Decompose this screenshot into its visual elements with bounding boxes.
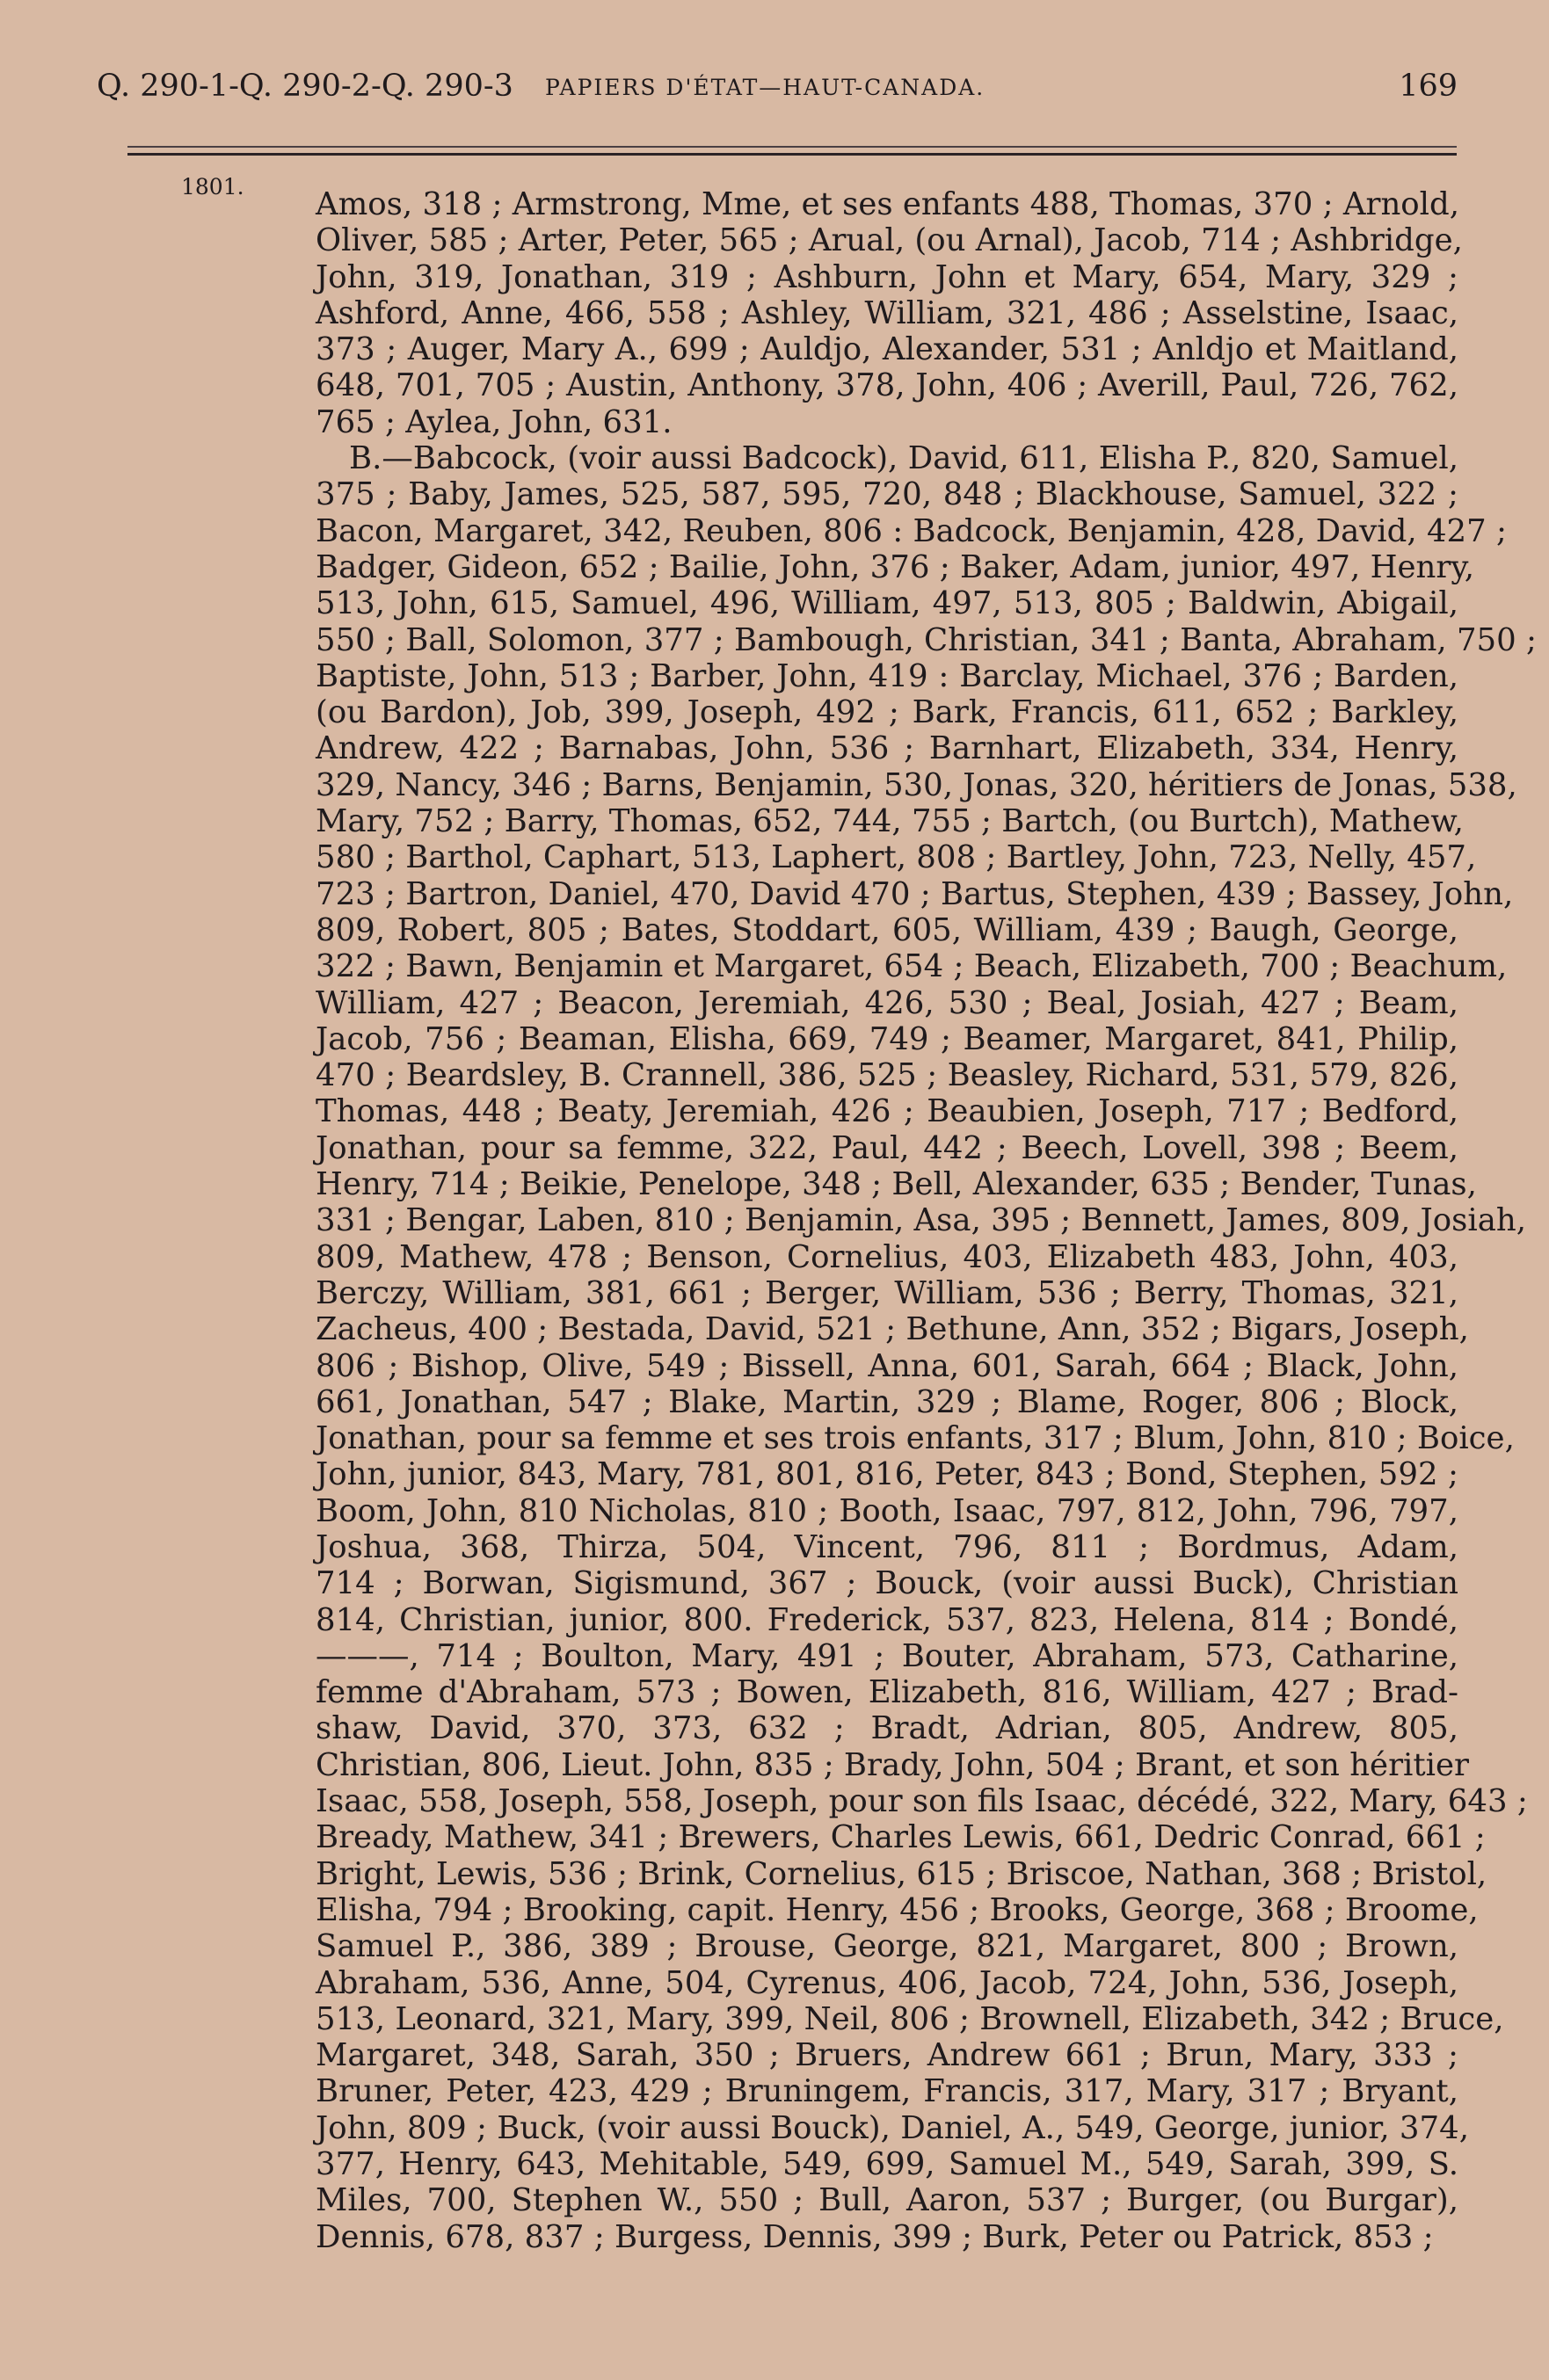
header-rule-thick	[127, 153, 1457, 156]
index-line: Miles, 700, Stephen W., 550 ; Bull, Aaron, 537 ; Burger, (ou Burgar),	[316, 2182, 1458, 2219]
document-reference: Q. 290-1-Q. 290-2-Q. 290-3	[97, 69, 513, 104]
index-line: Berczy, William, 381, 661 ; Berger, William, 536 ; Berry, Thomas, 321,	[316, 1274, 1458, 1311]
year-marginal-note: 1801.	[181, 174, 244, 200]
index-line: 723 ; Bartron, Daniel, 470, David 470 ; Bartus, Stephen, 439 ; Bassey, John,	[316, 875, 1514, 912]
index-line: Samuel P., 386, 389 ; Brouse, George, 821, Margaret, 800 ; Brown,	[316, 1928, 1458, 1965]
index-line: Mary, 752 ; Barry, Thomas, 652, 744, 755 ; Bartch, (ou Burtch), Mathew,	[316, 803, 1464, 840]
index-line: Amos, 318 ; Armstrong, Mme, et ses enfants 488, Thomas, 370 ; Arnold,	[316, 186, 1460, 222]
page-number: 169	[1399, 69, 1458, 104]
index-line: Jacob, 756 ; Beaman, Elisha, 669, 749 ; Beamer, Margaret, 841, Philip,	[316, 1020, 1458, 1057]
header-rule-thin	[127, 146, 1457, 148]
index-line: femme d'Abraham, 573 ; Bowen, Elizabeth, 816, William, 427 ; Brad-	[316, 1674, 1458, 1711]
index-line: 331 ; Bengar, Laben, 810 ; Benjamin, Asa, 395 ; Bennett, James, 809, Josiah,	[316, 1202, 1527, 1239]
index-line: 322 ; Bawn, Benjamin et Margaret, 654 ; Beach, Elizabeth, 700 ; Beachum,	[316, 948, 1508, 985]
index-line: 513, Leonard, 321, Mary, 399, Neil, 806 ; Brownell, Elizabeth, 342 ; Bruce,	[316, 2000, 1504, 2037]
index-line: Elisha, 794 ; Brooking, capit. Henry, 456 ; Brooks, George, 368 ; Broome,	[316, 1891, 1479, 1928]
index-line: Boom, John, 810 Nicholas, 810 ; Booth, Isaac, 797, 812, John, 796, 797,	[316, 1492, 1458, 1529]
index-line: Isaac, 558, Joseph, 558, Joseph, pour son fils Isaac, décédé, 322, Mary, 643 ;	[316, 1783, 1528, 1820]
index-line: Bruner, Peter, 423, 429 ; Bruningem, Francis, 317, Mary, 317 ; Bryant,	[316, 2073, 1458, 2110]
index-line: 661, Jonathan, 547 ; Blake, Martin, 329 ; Blame, Roger, 806 ; Block,	[316, 1383, 1458, 1420]
index-line: Andrew, 422 ; Barnabas, John, 536 ; Barnhart, Elizabeth, 334, Henry,	[316, 730, 1458, 767]
index-line: Zacheus, 400 ; Bestada, David, 521 ; Bethune, Ann, 352 ; Bigars, Joseph,	[316, 1311, 1469, 1348]
index-line: Abraham, 536, Anne, 504, Cyrenus, 406, Jacob, 724, John, 536, Joseph,	[316, 1964, 1458, 2001]
index-line: Dennis, 678, 837 ; Burgess, Dennis, 399 ; Burk, Peter ou Patrick, 853 ;	[316, 2218, 1434, 2255]
running-title: PAPIERS D'ÉTAT—HAUT-CANADA.	[545, 75, 985, 100]
index-body-text	[316, 186, 1537, 2255]
index-line: ———, 714 ; Boulton, Mary, 491 ; Bouter, Abraham, 573, Catharine,	[316, 1637, 1458, 1674]
index-line: shaw, David, 370, 373, 632 ; Bradt, Adrian, 805, Andrew, 805,	[316, 1710, 1458, 1747]
index-line: (ou Bardon), Job, 399, Joseph, 492 ; Bark, Francis, 611, 652 ; Barkley,	[316, 694, 1458, 731]
index-line: Bready, Mathew, 341 ; Brewers, Charles Lewis, 661, Dedric Conrad, 661 ;	[316, 1819, 1486, 1856]
index-line: John, 319, Jonathan, 319 ; Ashburn, John et Mary, 654, Mary, 329 ;	[316, 258, 1458, 295]
index-line: Baptiste, John, 513 ; Barber, John, 419 : Barclay, Michael, 376 ; Barden,	[316, 657, 1458, 694]
index-line: 375 ; Baby, James, 525, 587, 595, 720, 848 ; Blackhouse, Samuel, 322 ;	[316, 476, 1458, 513]
index-line: Thomas, 448 ; Beaty, Jeremiah, 426 ; Beaubien, Joseph, 717 ; Bedford,	[316, 1093, 1458, 1130]
index-line: 550 ; Ball, Solomon, 377 ; Bambough, Christian, 341 ; Banta, Abraham, 750 ;	[316, 621, 1537, 658]
index-line: John, 809 ; Buck, (voir aussi Bouck), Daniel, A., 549, George, junior, 374,	[316, 2109, 1469, 2146]
index-line: Margaret, 348, Sarah, 350 ; Bruers, Andrew 661 ; Brun, Mary, 333 ;	[316, 2037, 1458, 2074]
index-line: Jonathan, pour sa femme, 322, Paul, 442 ; Beech, Lovell, 398 ; Beem,	[316, 1129, 1458, 1166]
index-line: John, junior, 843, Mary, 781, 801, 816, Peter, 843 ; Bond, Stephen, 592 ;	[316, 1456, 1458, 1493]
index-line: Bacon, Margaret, 342, Reuben, 806 : Badcock, Benjamin, 428, David, 427 ;	[316, 512, 1507, 549]
index-line: William, 427 ; Beacon, Jeremiah, 426, 530 ; Beal, Josiah, 427 ; Beam,	[316, 984, 1458, 1021]
index-line: 714 ; Borwan, Sigismund, 367 ; Bouck, (voir aussi Buck), Christian	[316, 1565, 1458, 1602]
index-line: Badger, Gideon, 652 ; Bailie, John, 376 ; Baker, Adam, junior, 497, Henry,	[316, 548, 1474, 585]
index-line: B.—Babcock, (voir aussi Badcock), David, 611, Elisha P., 820, Samuel,	[349, 440, 1458, 477]
index-line: 377, Henry, 643, Mehitable, 549, 699, Samuel M., 549, Sarah, 399, S.	[316, 2146, 1458, 2183]
index-line: Joshua, 368, Thirza, 504, Vincent, 796, 811 ; Bordmus, Adam,	[316, 1528, 1458, 1565]
index-line: 329, Nancy, 346 ; Barns, Benjamin, 530, Jonas, 320, héritiers de Jonas, 538,	[316, 766, 1517, 803]
index-line: Jonathan, pour sa femme et ses trois enfants, 317 ; Blum, John, 810 ; Boice,	[316, 1420, 1515, 1457]
index-line: 580 ; Barthol, Caphart, 513, Laphert, 808 ; Bartley, John, 723, Nelly, 457,	[316, 839, 1477, 876]
index-line: 470 ; Beardsley, B. Crannell, 386, 525 ; Beasley, Richard, 531, 579, 826,	[316, 1057, 1458, 1094]
index-line: Bright, Lewis, 536 ; Brink, Cornelius, 615 ; Briscoe, Nathan, 368 ; Bristol,	[316, 1855, 1487, 1892]
index-line: Christian, 806, Lieut. John, 835 ; Brady, John, 504 ; Brant, et son héritier	[316, 1746, 1469, 1783]
index-line: 765 ; Aylea, John, 631.	[316, 403, 673, 440]
running-header	[97, 69, 1458, 112]
index-line: 373 ; Auger, Mary A., 699 ; Auldjo, Alexander, 531 ; Anldjo et Maitland,	[316, 331, 1458, 368]
index-line: 806 ; Bishop, Olive, 549 ; Bissell, Anna, 601, Sarah, 664 ; Black, John,	[316, 1347, 1458, 1384]
index-line: 513, John, 615, Samuel, 496, William, 497, 513, 805 ; Baldwin, Abigail,	[316, 585, 1458, 622]
index-line: 809, Robert, 805 ; Bates, Stoddart, 605, William, 439 ; Baugh, George,	[316, 911, 1458, 948]
index-line: Oliver, 585 ; Arter, Peter, 565 ; Arual, (ou Arnal), Jacob, 714 ; Ashbridge,	[316, 222, 1463, 259]
index-line: 814, Christian, junior, 800. Frederick, 537, 823, Helena, 814 ; Bondé,	[316, 1601, 1458, 1638]
index-line: Ashford, Anne, 466, 558 ; Ashley, William, 321, 486 ; Asselstine, Isaac,	[316, 294, 1458, 331]
index-line: 809, Mathew, 478 ; Benson, Cornelius, 403, Elizabeth 483, John, 403,	[316, 1238, 1458, 1275]
index-line: 648, 701, 705 ; Austin, Anthony, 378, John, 406 ; Averill, Paul, 726, 762,	[316, 367, 1458, 404]
index-line: Henry, 714 ; Beikie, Penelope, 348 ; Bell, Alexander, 635 ; Bender, Tunas,	[316, 1166, 1477, 1203]
